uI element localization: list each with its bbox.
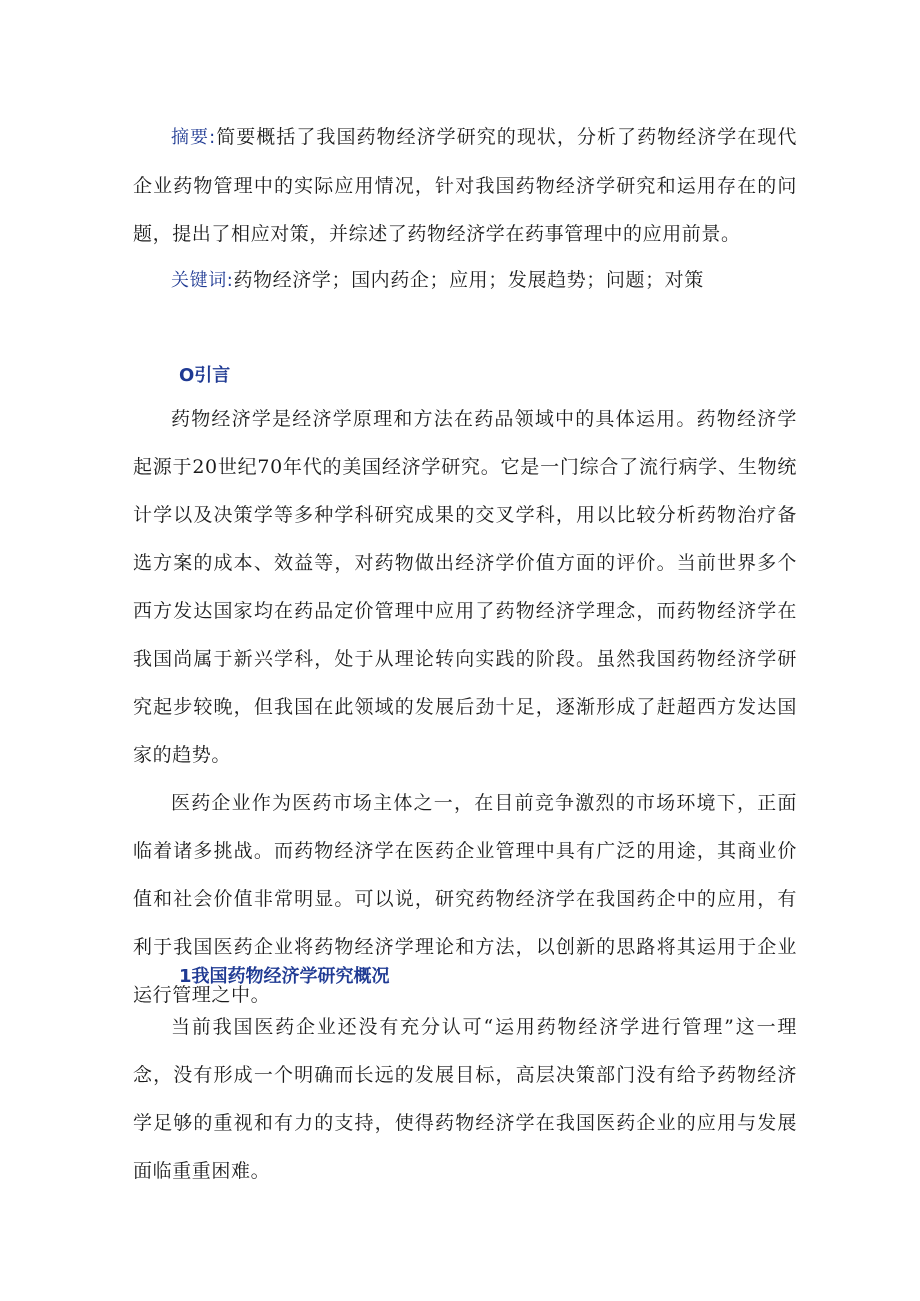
- section1-body: [133, 1003, 797, 1195]
- keywords-paragraph: [133, 256, 797, 305]
- section-heading-1: 1我国药物经济学研究概况: [179, 966, 390, 987]
- section-heading-intro: O引言: [179, 365, 231, 386]
- intro-body: [133, 395, 797, 1019]
- section1-heading-block: [133, 962, 797, 992]
- keywords-text: 药物经济学；国内药企；应用；发展趋势；问题；对策: [233, 269, 704, 291]
- section1-paragraph-1: 当前我国医药企业还没有充分认可“运用药物经济学进行管理”这一理念，没有形成一个明确而长远的发展目标，高层决策部门没有给予药物经济学足够的重视和有力的支持，使得药物经济学在我国医药企业的应用与发展面临重重困难。: [133, 1016, 797, 1182]
- abstract-section: [133, 113, 797, 258]
- intro-heading-block: [133, 361, 797, 391]
- intro-paragraph-2: 医药企业作为医药市场主体之一，在目前竞争激烈的市场环境下，正面临着诸多挑战。而药物经济学在医药企业管理中具有广泛的用途，其商业价值和社会价值非常明显。可以说，研究药物经济学在我国药企中的应用，有利于我国医药企业将药物经济学理论和方法，以创新的思路将其运用于企业运行管理之中。: [133, 792, 797, 1006]
- abstract-text: 简要概括了我国药物经济学研究的现状，分析了药物经济学在现代企业药物管理中的实际应用情况，针对我国药物经济学研究和运用存在的问题，提出了相应对策，并综述了药物经济学在药事管理中的应用前景。: [133, 126, 797, 245]
- intro-paragraph-1: 药物经济学是经济学原理和方法在药品领域中的具体运用。药物经济学起源于20世纪70年代的美国经济学研究。它是一门综合了流行病学、生物统计学以及决策学等多种学科研究成果的交叉学科，用以比较分析药物治疗备选方案的成本、效益等，对药物做出经济学价值方面的评价。当前世界多个西方发达国家均在药品定价管理中应用了药物经济学理念，而药物经济学在我国尚属于新兴学科，处于从理论转向实践的阶段。虽然我国药物经济学研究起步较晚，但我国在此领域的发展后劲十足，逐渐形成了赶超西方发达国家的趋势。: [133, 408, 797, 766]
- abstract-paragraph: [133, 113, 797, 258]
- abstract-label: 摘要:: [171, 127, 216, 148]
- keywords-section: [133, 256, 797, 305]
- keywords-label: 关键词:: [171, 270, 234, 291]
